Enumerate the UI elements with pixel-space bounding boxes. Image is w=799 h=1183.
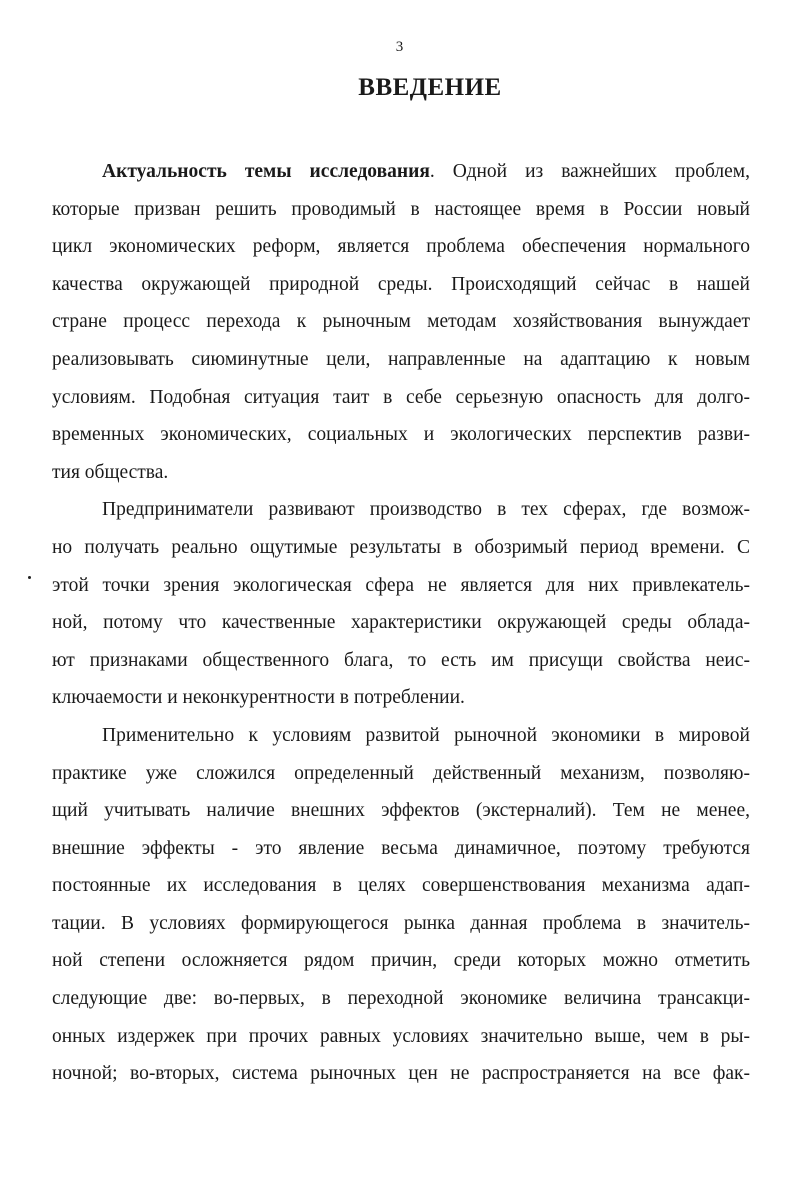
- text-line: постоянные их исследования в целях совершенствования механизма адап-: [52, 875, 750, 897]
- text-line: следующие две: во-первых, в переходной экономике величина трансакци-: [52, 988, 750, 1010]
- text-line: внешние эффекты - это явление весьма динамичное, поэтому требуются: [52, 837, 750, 859]
- text-line: практике уже сложился определенный действенный механизм, позволяю-: [52, 762, 750, 784]
- text-line: цикл экономических реформ, является проблема обеспечения нормального: [52, 236, 750, 258]
- text-line: ключаемости и неконкурентности в потреблении.: [52, 687, 465, 709]
- text-span: . Одной из важнейших проблем,: [429, 161, 750, 182]
- text-line: ют признаками общественного блага, то есть им присущи свойства неис-: [52, 649, 750, 671]
- text-line: [52, 153, 750, 191]
- bold-lead: Актуальность темы исследования: [102, 161, 430, 182]
- paragraph: [52, 717, 750, 1093]
- text-line: тации. В условиях формирующегося рынка данная проблема в значитель-: [52, 912, 750, 934]
- paragraph: [52, 153, 750, 491]
- body-text: [52, 153, 750, 1093]
- text-line: Предприниматели развивают производство в тех сферах, где возмож-: [102, 499, 750, 521]
- text-line: Применительно к условиям развитой рыночной экономики в мировой: [102, 724, 750, 746]
- text-line: ночной; во-вторых, система рыночных цен не распространяется на все фак-: [52, 1063, 750, 1085]
- text-line: щий учитывать наличие внешних эффектов (экстерналий). Тем не менее,: [52, 800, 750, 822]
- text-line: но получать реально ощутимые результаты в обозримый период времени. С: [52, 536, 750, 558]
- text-line: ной степени осложняется рядом причин, среди которых можно отметить: [52, 950, 750, 972]
- page-number: 3: [395, 39, 404, 55]
- text-line: условиям. Подобная ситуация таит в себе серьезную опасность для долго-: [52, 386, 750, 408]
- paragraph: [52, 491, 750, 717]
- text-line: этой точки зрения экологическая сфера не является для них привлекатель-: [52, 574, 750, 596]
- text-line: временных экономических, социальных и экологических перспектив разви-: [52, 424, 750, 446]
- text-line: ной, потому что качественные характеристики окружающей среды облада-: [52, 612, 750, 634]
- text-line: стране процесс перехода к рыночным методам хозяйствования вынуждает: [52, 311, 750, 333]
- text-line: онных издержек при прочих равных условиях значительно выше, чем в ры-: [52, 1025, 750, 1047]
- scan-speck: [28, 576, 31, 579]
- text-line: реализовывать сиюминутные цели, направленные на адаптацию к новым: [52, 348, 750, 370]
- text-line: качества окружающей природной среды. Происходящий сейчас в нашей: [52, 273, 750, 295]
- text-line: тия общества.: [52, 461, 169, 483]
- text-line: которые призван решить проводимый в настоящее время в России новый: [52, 198, 750, 220]
- page-title: ВВЕДЕНИЕ: [358, 74, 502, 101]
